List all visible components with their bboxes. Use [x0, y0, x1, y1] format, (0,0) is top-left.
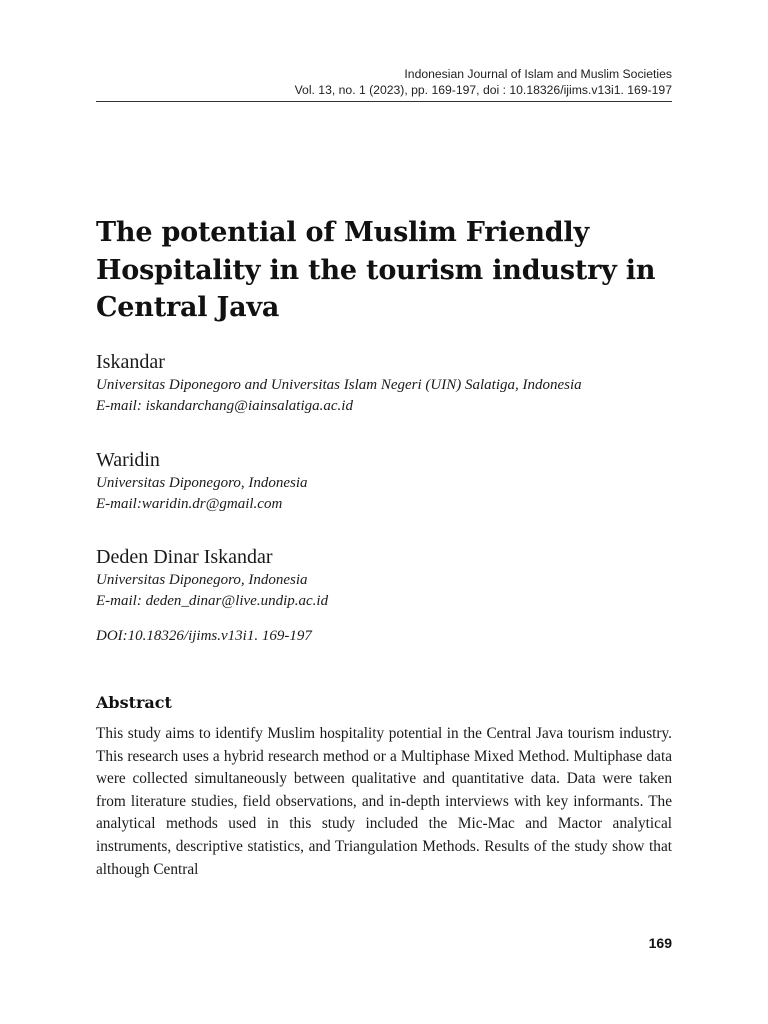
- author-affiliation: Universitas Diponegoro and Universitas Islam Negeri (UIN) Salatiga, Indonesia: [96, 377, 582, 393]
- author-block-2: [96, 447, 696, 515]
- author-affiliation: Universitas Diponegoro, Indonesia: [96, 572, 308, 588]
- journal-name: Indonesian Journal of Islam and Muslim Societies: [404, 67, 672, 81]
- author-email: E-mail: deden_dinar@live.undip.ac.id: [96, 593, 329, 609]
- author-email: E-mail: iskandarchang@iainsalatiga.ac.id: [96, 398, 353, 414]
- author-name: Deden Dinar Iskandar: [96, 546, 273, 568]
- author-email: E-mail:waridin.dr@gmail.com: [96, 496, 283, 512]
- doi-line: [96, 626, 312, 647]
- author-name: Waridin: [96, 449, 160, 471]
- author-block-3: [96, 544, 696, 612]
- running-header: [96, 66, 672, 98]
- abstract-heading: Abstract: [96, 693, 172, 712]
- author-affiliation: Universitas Diponegoro, Indonesia: [96, 475, 308, 491]
- doi-text: DOI:10.18326/ijims.v13i1. 169-197: [96, 628, 312, 644]
- paper-title: The potential of Muslim Friendly Hospitality in the tourism industry in Central Java: [96, 217, 656, 323]
- author-block-1: [96, 349, 696, 417]
- abstract-body: This study aims to identify Muslim hospitality potential in the Central Java tourism industry. This research uses a hybrid research method or a Multiphase Mixed Method. Multiphase data were collected simultaneously between qualitative and quantitative data. Data were taken from literature studies, field observations, and in-depth interviews with key informants. The analytical methods used in this study included the Mic-Mac and Mactor analytical instruments, descriptive statistics, and Triangulation Methods. Results of the study show that although Central: [96, 725, 672, 878]
- page-number: 169: [648, 935, 672, 951]
- header-divider: [96, 101, 672, 102]
- author-name: Iskandar: [96, 351, 165, 373]
- journal-citation: Vol. 13, no. 1 (2023), pp. 169-197, doi : 10.18326/ijims.v13i1. 169-197: [294, 83, 672, 97]
